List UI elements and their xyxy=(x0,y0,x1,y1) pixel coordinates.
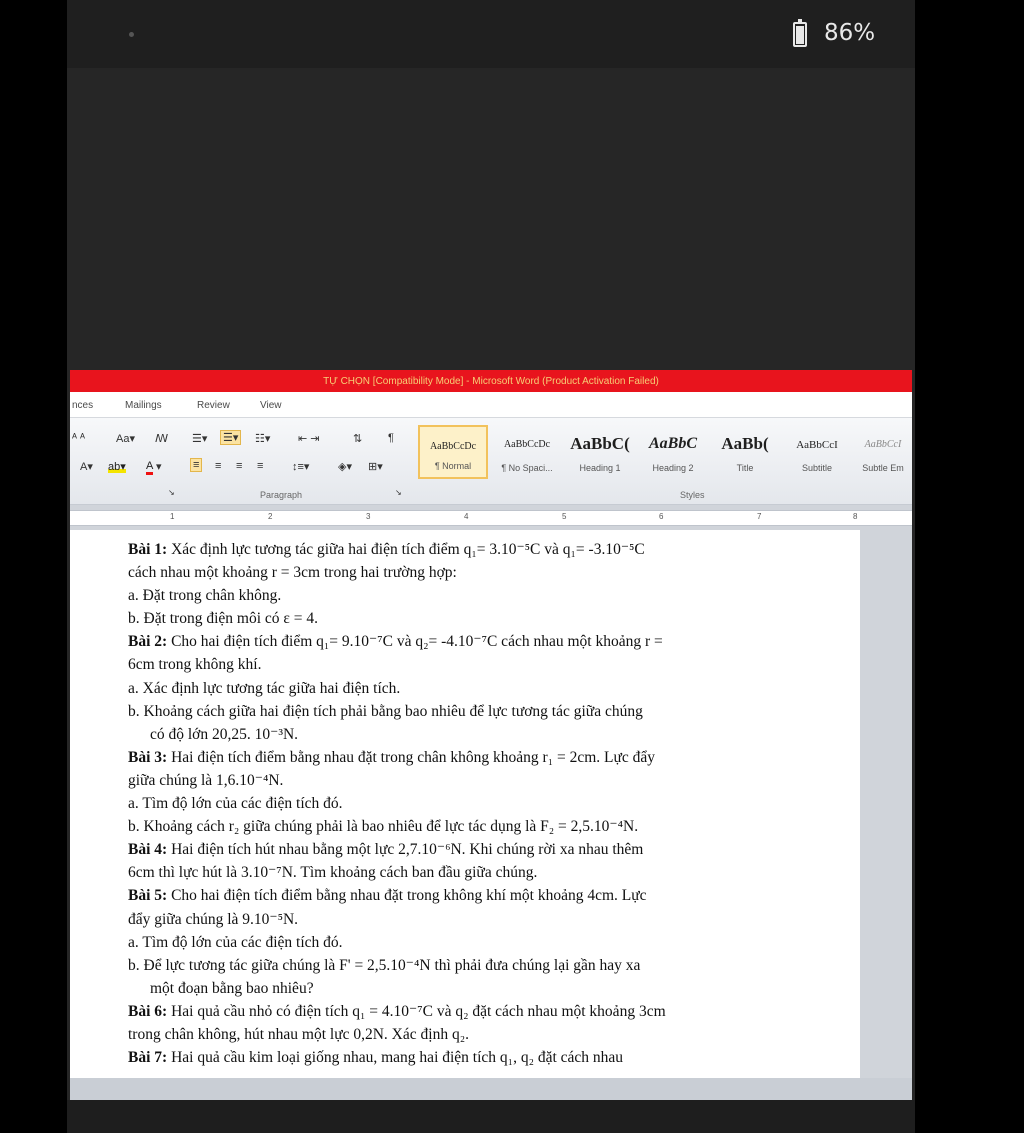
style-heading-2[interactable]: AaBbC Heading 2 xyxy=(648,435,697,473)
tab-view[interactable]: View xyxy=(260,400,282,411)
highlight-icon[interactable]: ab▾ xyxy=(108,461,126,473)
align-left-icon[interactable]: ≡ xyxy=(190,458,202,472)
document-line xyxy=(128,931,818,954)
bottom-bar xyxy=(67,1100,915,1133)
borders-icon[interactable]: ⊞▾ xyxy=(368,461,383,473)
ruler[interactable] xyxy=(70,510,912,526)
sort-icon[interactable]: ⇅ xyxy=(353,433,363,445)
change-case-icon[interactable]: Aa▾ xyxy=(116,433,135,445)
line-text: giữa chúng là 1,6.10⁻⁴N. xyxy=(128,771,284,789)
document-line xyxy=(128,1023,818,1046)
document-line xyxy=(128,884,818,907)
document-line xyxy=(128,677,818,700)
exercise-label: Bài 2: xyxy=(128,633,168,651)
ruler-mark: 5 xyxy=(562,512,567,521)
document-line xyxy=(128,538,818,561)
line-text: b. Khoảng cách giữa hai điện tích phải bằng bao nhiêu để lực tương tác giữa chúng xyxy=(128,702,643,720)
shading-icon[interactable]: ◈▾ xyxy=(338,461,352,473)
font-launcher-icon[interactable]: ↘ xyxy=(168,488,175,497)
tab-review[interactable]: Review xyxy=(197,400,230,411)
document-line xyxy=(128,815,818,838)
word-window xyxy=(70,370,912,1100)
ruler-mark: 6 xyxy=(659,512,664,521)
document-line xyxy=(128,861,818,884)
style-title[interactable]: AaBb( Title xyxy=(721,434,769,473)
status-bar-word xyxy=(70,1078,912,1100)
document-line xyxy=(128,977,818,1000)
line-text: a. Đặt trong chân không. xyxy=(128,587,282,605)
status-bar xyxy=(67,0,915,68)
line-text: b. Để lực tương tác giữa chúng là F' = 2,5.10⁻⁴N thì phải đưa chúng lại gần hay xa xyxy=(128,956,641,974)
document-line xyxy=(128,792,818,815)
exercise-label: Bài 4: xyxy=(128,841,168,859)
document-line xyxy=(128,908,818,931)
pilcrow-icon[interactable]: ¶ xyxy=(388,432,394,444)
line-spacing-icon[interactable]: ↕≡▾ xyxy=(292,461,310,473)
line-text: b. Đặt trong điện môi có ε = 4. xyxy=(128,610,319,628)
ruler-mark: 2 xyxy=(268,512,273,521)
line-text: Hai quả cầu kim loại giống nhau, mang hai điện tích q₁, q₂ đặt cách nhau xyxy=(167,1049,624,1067)
line-text: 6cm trong không khí. xyxy=(128,656,262,674)
document-line xyxy=(128,723,818,746)
document-line xyxy=(128,700,818,723)
exercise-label: Bài 3: xyxy=(128,748,168,766)
line-text: đẩy giữa chúng là 9.10⁻⁵N. xyxy=(128,910,299,928)
line-text: b. Khoảng cách r₂ giữa chúng phải là bao nhiêu để lực tác dụng là F₂ = 2,5.10⁻⁴N. xyxy=(128,818,639,836)
window-title: TỰ CHỌN [Compatibility Mode] - Microsoft Word (Product Activation Failed) xyxy=(70,370,912,392)
line-text: Hai điện tích điểm bằng nhau đặt trong chân không khoảng r₁ = 2cm. Lực đẩy xyxy=(167,748,656,766)
paragraph-group-label: Paragraph xyxy=(260,490,303,500)
ruler-mark: 4 xyxy=(464,512,469,521)
document-line xyxy=(128,584,818,607)
text-effects-icon[interactable]: A▾ xyxy=(80,461,93,473)
exercise-label: Bài 1: xyxy=(128,541,168,558)
styles-group-label: Styles xyxy=(680,490,705,500)
ruler-mark: 7 xyxy=(757,512,762,521)
exercise-label: Bài 7: xyxy=(128,1049,168,1067)
style-subtitle[interactable]: AaBbCcI Subtitle xyxy=(796,439,838,473)
line-text: a. Xác định lực tương tác giữa hai điện tích. xyxy=(128,679,401,697)
line-text: 6cm thì lực hút là 3.10⁻⁷N. Tìm khoảng cách ban đầu giữa chúng. xyxy=(128,864,538,882)
align-right-icon[interactable]: ≡ xyxy=(236,460,243,472)
align-center-icon[interactable]: ≡ xyxy=(215,460,222,472)
paragraph-launcher-icon[interactable]: ↘ xyxy=(395,488,402,497)
clear-format-icon[interactable]: ꟿ xyxy=(155,433,169,445)
notification-dot xyxy=(129,32,134,37)
document-line xyxy=(128,607,818,630)
ruler-mark: 8 xyxy=(853,512,858,521)
battery-percent: 86% xyxy=(824,20,876,46)
line-text: Cho hai điện tích điểm q₁= 9.10⁻⁷C và q₂= -4.10⁻⁷C cách nhau một khoảng r = xyxy=(167,633,663,651)
line-text: Hai quả cầu nhỏ có điện tích q₁ = 4.10⁻⁷C và q₂ đặt cách nhau một khoảng 3cm xyxy=(167,1002,666,1020)
line-text: a. Tìm độ lớn của các điện tích đó. xyxy=(128,933,343,951)
line-text: a. Tìm độ lớn của các điện tích đó. xyxy=(128,795,343,813)
document-line xyxy=(128,653,818,676)
document-line xyxy=(128,769,818,792)
document-line xyxy=(128,630,818,653)
ruler-mark: 1 xyxy=(170,512,175,521)
ribbon xyxy=(70,418,912,505)
line-text: Cho hai điện tích điểm bằng nhau đặt trong không khí một khoảng 4cm. Lực xyxy=(167,887,647,905)
document-page[interactable] xyxy=(70,530,860,1078)
font-size-icon[interactable]: ᴬ ᴬ xyxy=(72,432,86,444)
exercise-label: Bài 5: xyxy=(128,887,168,905)
line-text: cách nhau một khoảng r = 3cm trong hai trường hợp: xyxy=(128,564,457,582)
line-text: Hai điện tích hút nhau bằng một lực 2,7.10⁻⁶N. Khi chúng rời xa nhau thêm xyxy=(167,841,644,859)
ruler-mark: 3 xyxy=(366,512,371,521)
phone-screen xyxy=(67,0,915,1133)
document-text xyxy=(128,538,818,1069)
battery-icon xyxy=(793,22,807,47)
exercise-label: Bài 6: xyxy=(128,1002,168,1020)
style-subtle-emphasis[interactable]: AaBbCcI Subtle Em xyxy=(862,439,904,473)
tab-mailings[interactable]: Mailings xyxy=(125,400,162,411)
justify-icon[interactable]: ≡ xyxy=(257,460,264,472)
document-line xyxy=(128,838,818,861)
tab-references[interactable]: nces xyxy=(72,400,94,411)
line-text: một đoạn bằng bao nhiêu? xyxy=(150,979,314,997)
document-line xyxy=(128,1000,818,1023)
style-normal[interactable]: AaBbCcDc ¶ Normal xyxy=(418,425,488,479)
font-color-dropdown-icon[interactable]: ▾ xyxy=(156,461,162,473)
document-line xyxy=(128,1046,818,1069)
indent-icon[interactable]: ⇤ ⇥ xyxy=(298,433,320,445)
multilevel-icon[interactable]: ☷▾ xyxy=(255,433,271,445)
bullets-icon[interactable]: ☰▾ xyxy=(192,433,208,445)
line-text: Xác định lực tương tác giữa hai điện tích điểm q₁= 3.10⁻⁵C và q₁= -3.10⁻⁵C xyxy=(167,541,645,558)
document-line xyxy=(128,746,818,769)
document-line xyxy=(128,954,818,977)
ribbon-tabs xyxy=(70,392,912,418)
numbering-icon[interactable]: ☰▾ xyxy=(220,430,241,445)
line-text: trong chân không, hút nhau một lực 0,2N. Xác định q₂. xyxy=(128,1025,469,1043)
line-text: có độ lớn 20,25. 10⁻³N. xyxy=(150,725,299,743)
font-color-icon[interactable]: A xyxy=(146,460,153,475)
style-heading-1[interactable]: AaBbC( Heading 1 xyxy=(570,434,630,473)
document-line xyxy=(128,561,818,584)
style-no-spacing[interactable]: AaBbCcDc ¶ No Spaci... xyxy=(501,439,553,473)
